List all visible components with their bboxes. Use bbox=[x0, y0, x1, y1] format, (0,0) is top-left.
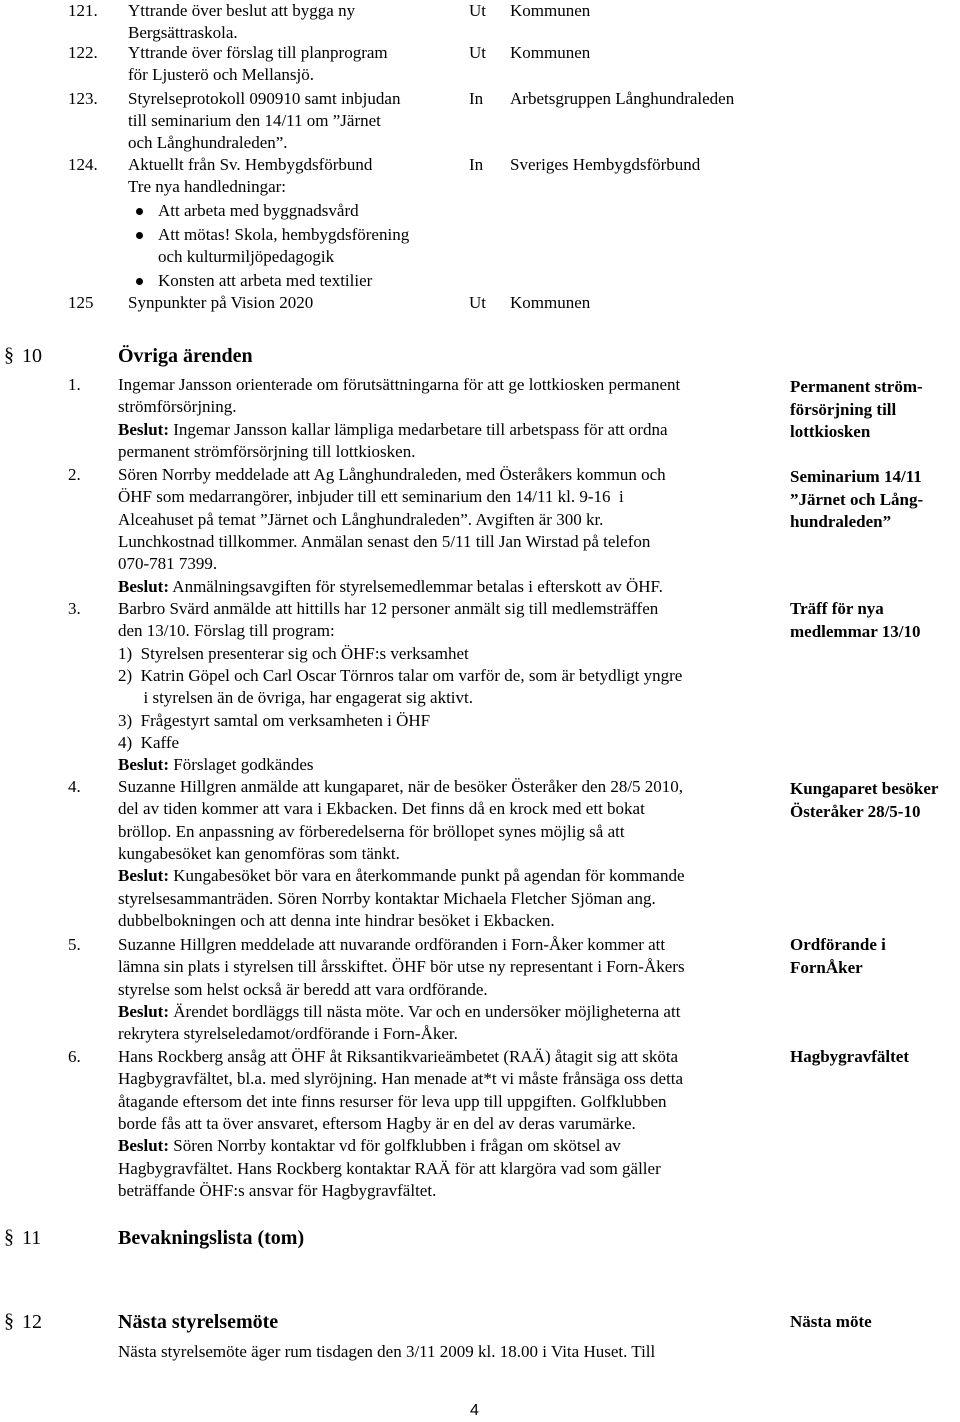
margin-note: lottkiosken bbox=[790, 422, 871, 441]
correspondence-party: Kommunen bbox=[510, 293, 591, 312]
correspondence-number: 121. bbox=[68, 1, 98, 20]
item-text: Hans Rockberg ansåg att ÖHF åt Riksantikvarieämbetet (RAÄ) åtagit sig att sköta bbox=[118, 1047, 679, 1066]
item-text: Suzanne Hillgren anmälde att kungaparet, när de besöker Österåker den 28/5 2010, bbox=[118, 777, 684, 796]
item-text: Lunchkostnad tillkommer. Anmälan senast den 5/11 till Jan Wirstad på telefon bbox=[118, 531, 651, 551]
item-text: Suzanne Hillgren meddelade att nuvarande ordföranden i Forn-Åker kommer att bbox=[118, 935, 666, 954]
item-number: 2. bbox=[68, 465, 81, 484]
bullet-text: Att mötas! Skola, hembygdsförening bbox=[158, 225, 410, 244]
item-text: strömförsörjning. bbox=[118, 397, 237, 417]
item-line bbox=[118, 1023, 458, 1045]
item-text: bröllop. En anpassning av förberedelserna för bröllopet synes möjlig så att bbox=[118, 821, 625, 841]
margin-note: Österåker 28/5-10 bbox=[790, 801, 921, 821]
item-number: 1. bbox=[68, 375, 81, 394]
item-text: ÖHF som medarrangörer, inbjuder till ett seminarium den 14/11 kl. 9-16 i bbox=[118, 487, 624, 507]
item-number: 3. bbox=[68, 599, 81, 618]
correspondence-subject: Aktuellt från Sv. Hembygdsförbund bbox=[128, 155, 373, 174]
decision-label: Beslut: bbox=[118, 755, 169, 775]
section-symbol: § bbox=[4, 1226, 14, 1248]
item-number: 5. bbox=[68, 935, 81, 954]
correspondence-party: Arbetsgruppen Långhundraleden bbox=[510, 89, 735, 108]
correspondence-subject: Tre nya handledningar: bbox=[128, 177, 287, 196]
bullet-text: och kulturmiljöpedagogik bbox=[158, 247, 335, 266]
item-line bbox=[118, 979, 488, 1001]
item-text: Alceahuset på temat ”Järnet och Långhundraleden”. Avgiften är 300 kr. bbox=[118, 509, 604, 529]
item-text: 2) Katrin Göpel och Carl Oscar Törnros talar om varför de, som är betydligt yngre bbox=[118, 665, 683, 685]
item-line bbox=[118, 620, 335, 642]
item-text: permanent strömförsörjning till lottkiosken. bbox=[118, 441, 416, 461]
section-number: 12 bbox=[22, 1311, 42, 1333]
decision-label: Beslut: bbox=[118, 419, 169, 439]
item-line bbox=[118, 1113, 636, 1135]
decision-label: Beslut: bbox=[118, 866, 169, 886]
margin-note: Träff för nya bbox=[790, 599, 884, 618]
item-text: i styrelsen än de övriga, har engagerat sig aktivt. bbox=[118, 688, 473, 708]
decision-label: Beslut: bbox=[118, 576, 169, 596]
item-line bbox=[118, 754, 313, 776]
item-line bbox=[118, 643, 469, 665]
item-line bbox=[118, 1158, 661, 1180]
bullet-point bbox=[136, 208, 143, 215]
next-meeting-text: Nästa styrelsemöte äger rum tisdagen den 3/11 2009 kl. 18.00 i Vita Huset. Till bbox=[118, 1342, 656, 1361]
item-line bbox=[118, 374, 680, 396]
item-text: 3) Frågestyrt samtal om verksamheten i ÖHF bbox=[118, 710, 431, 730]
item-line bbox=[118, 956, 685, 978]
correspondence-party: Sveriges Hembygdsförbund bbox=[510, 155, 701, 174]
item-text: Anmälningsavgiften för styrelsemedlemmar betalas i efterskott av ÖHF. bbox=[169, 576, 663, 596]
margin-note: Kungaparet besöker bbox=[790, 779, 939, 798]
item-line bbox=[118, 843, 400, 865]
correspondence-subject: Yttrande över beslut att bygga ny bbox=[128, 1, 356, 20]
item-line bbox=[118, 441, 415, 463]
page-number: 4 bbox=[470, 1402, 479, 1419]
bullet-point bbox=[136, 278, 143, 285]
correspondence-subject: och Långhundraleden”. bbox=[128, 133, 288, 152]
item-line bbox=[118, 1091, 667, 1113]
item-text: Ingemar Jansson orienterade om förutsättningarna för att ge lottkiosken permanent bbox=[118, 375, 681, 394]
correspondence-direction: Ut bbox=[469, 293, 486, 312]
item-text: Kungabesöket bör vara en återkommande punkt på agendan för kommande bbox=[169, 866, 685, 886]
correspondence-party: Kommunen bbox=[510, 1, 591, 20]
correspondence-subject: till seminarium den 14/11 om ”Järnet bbox=[128, 111, 381, 130]
item-text: lämna sin plats i styrelsen till årsskiftet. ÖHF bör utse ny representant i Forn-Åkers bbox=[118, 957, 685, 977]
margin-note: Seminarium 14/11 bbox=[790, 467, 922, 486]
item-line bbox=[118, 396, 237, 418]
item-line bbox=[118, 1001, 680, 1023]
item-line bbox=[118, 1135, 621, 1157]
correspondence-subject: Bergsättraskola. bbox=[128, 23, 238, 42]
item-text: 1) Styrelsen presenterar sig och ÖHF:s verksamhet bbox=[118, 643, 469, 663]
item-line bbox=[118, 486, 624, 508]
correspondence-number: 125 bbox=[68, 293, 94, 312]
item-line bbox=[118, 1180, 436, 1202]
item-line bbox=[118, 710, 430, 732]
section-number: 10 bbox=[22, 345, 42, 367]
correspondence-subject: Synpunkter på Vision 2020 bbox=[128, 293, 314, 312]
margin-note: Permanent ström- bbox=[790, 377, 923, 396]
item-line bbox=[118, 576, 663, 598]
section-title: Nästa styrelsemöte bbox=[118, 1311, 279, 1333]
bullet-point bbox=[136, 232, 143, 239]
item-text: åtagande eftersom det inte finns resurser för leva upp till uppgiften. Golfklubben bbox=[118, 1091, 667, 1111]
item-text: styrelse som helst också är beredd att vara ordförande. bbox=[118, 979, 488, 999]
margin-note: medlemmar 13/10 bbox=[790, 621, 921, 641]
item-text: 070-781 7399. bbox=[118, 554, 218, 574]
item-text: den 13/10. Förslag till program: bbox=[118, 621, 335, 641]
item-text: styrelsesammanträden. Sören Norrby kontaktar Michaela Fletcher Sjöman ang. bbox=[118, 888, 656, 908]
item-text: borde fås att ta över ansvaret, eftersom Hagby är en del av deras varumärke. bbox=[118, 1113, 636, 1133]
item-line bbox=[118, 553, 217, 575]
item-line bbox=[118, 1068, 683, 1090]
item-line bbox=[118, 598, 658, 620]
item-line bbox=[118, 509, 603, 531]
correspondence-number: 123. bbox=[68, 89, 98, 108]
correspondence-direction: In bbox=[469, 155, 484, 174]
item-text: Sören Norrby meddelade att Ag Långhundraleden, med Österåkers kommun och bbox=[118, 465, 666, 484]
margin-note: hundraleden” bbox=[790, 512, 892, 531]
item-line bbox=[118, 910, 555, 932]
item-line bbox=[118, 776, 683, 798]
margin-note: ”Järnet och Lång- bbox=[790, 489, 924, 509]
correspondence-subject: för Ljusterö och Mellansjö. bbox=[128, 65, 315, 84]
item-text: Förslaget godkändes bbox=[169, 755, 314, 775]
item-line bbox=[118, 687, 473, 709]
section-symbol: § bbox=[4, 344, 14, 366]
margin-note: Hagbygravfältet bbox=[790, 1047, 909, 1066]
bullet-text: Konsten att arbeta med textilier bbox=[158, 271, 373, 290]
item-number: 6. bbox=[68, 1047, 81, 1066]
section-symbol: § bbox=[4, 1310, 14, 1332]
correspondence-subject: Yttrande över förslag till planprogram bbox=[128, 43, 388, 62]
item-line bbox=[118, 821, 625, 843]
item-line bbox=[118, 934, 665, 956]
item-text: beträffande ÖHF:s ansvar för Hagbygravfältet. bbox=[118, 1180, 437, 1200]
correspondence-number: 122. bbox=[68, 43, 98, 62]
item-text: del av tiden kommer att vara i Ekbacken. Det finns då en krock med ett bokat bbox=[118, 799, 645, 819]
margin-note: Ordförande i bbox=[790, 935, 886, 954]
item-text: 4) Kaffe bbox=[118, 732, 180, 752]
correspondence-direction: Ut bbox=[469, 1, 486, 20]
item-text: dubbelbokningen och att denna inte hindrar besöket i Ekbacken. bbox=[118, 910, 555, 930]
decision-label: Beslut: bbox=[118, 1001, 169, 1021]
item-line bbox=[118, 531, 650, 553]
item-text: Barbro Svärd anmälde att hittills har 12 personer anmält sig till medlemsträffen bbox=[118, 599, 659, 618]
item-number: 4. bbox=[68, 777, 81, 796]
margin-note: FornÅker bbox=[790, 957, 863, 977]
item-line bbox=[118, 865, 685, 887]
item-line bbox=[118, 419, 668, 441]
item-line bbox=[118, 1046, 678, 1068]
item-text: Hagbygravfältet, bl.a. med slyröjning. Han menade at*t vi måste frånsäga oss detta bbox=[118, 1069, 684, 1089]
correspondence-party: Kommunen bbox=[510, 43, 591, 62]
section-number: 11 bbox=[22, 1227, 42, 1249]
item-line bbox=[118, 798, 645, 820]
correspondence-direction: In bbox=[469, 89, 484, 108]
item-line bbox=[118, 888, 656, 910]
item-text: rekrytera styrelseledamot/ordförande i Forn-Åker. bbox=[118, 1024, 458, 1044]
item-text: Ärendet bordläggs till nästa möte. Var och en undersöker möjligheterna att bbox=[169, 1001, 681, 1021]
correspondence-subject: Styrelseprotokoll 090910 samt inbjudan bbox=[128, 89, 401, 108]
item-line bbox=[118, 665, 682, 687]
correspondence-number: 124. bbox=[68, 155, 98, 174]
decision-label: Beslut: bbox=[118, 1136, 169, 1156]
section-title: Bevakningslista (tom) bbox=[118, 1227, 305, 1249]
item-text: Hagbygravfältet. Hans Rockberg kontaktar RAÄ för att klargöra vad som gäller bbox=[118, 1158, 661, 1178]
item-text: Sören Norrby kontaktar vd för golfklubben i frågan om skötsel av bbox=[169, 1136, 621, 1156]
next-meeting-note: Nästa möte bbox=[790, 1312, 872, 1331]
item-text: kungabesöket kan genomföras som tänkt. bbox=[118, 843, 400, 863]
margin-note: försörjning till bbox=[790, 399, 897, 419]
bullet-text: Att arbeta med byggnadsvård bbox=[158, 201, 359, 220]
item-text: Ingemar Jansson kallar lämpliga medarbetare till arbetspass för att ordna bbox=[169, 419, 668, 439]
correspondence-direction: Ut bbox=[469, 43, 486, 62]
section-title: Övriga ärenden bbox=[118, 345, 253, 367]
item-line bbox=[118, 732, 179, 754]
item-line bbox=[118, 464, 666, 486]
